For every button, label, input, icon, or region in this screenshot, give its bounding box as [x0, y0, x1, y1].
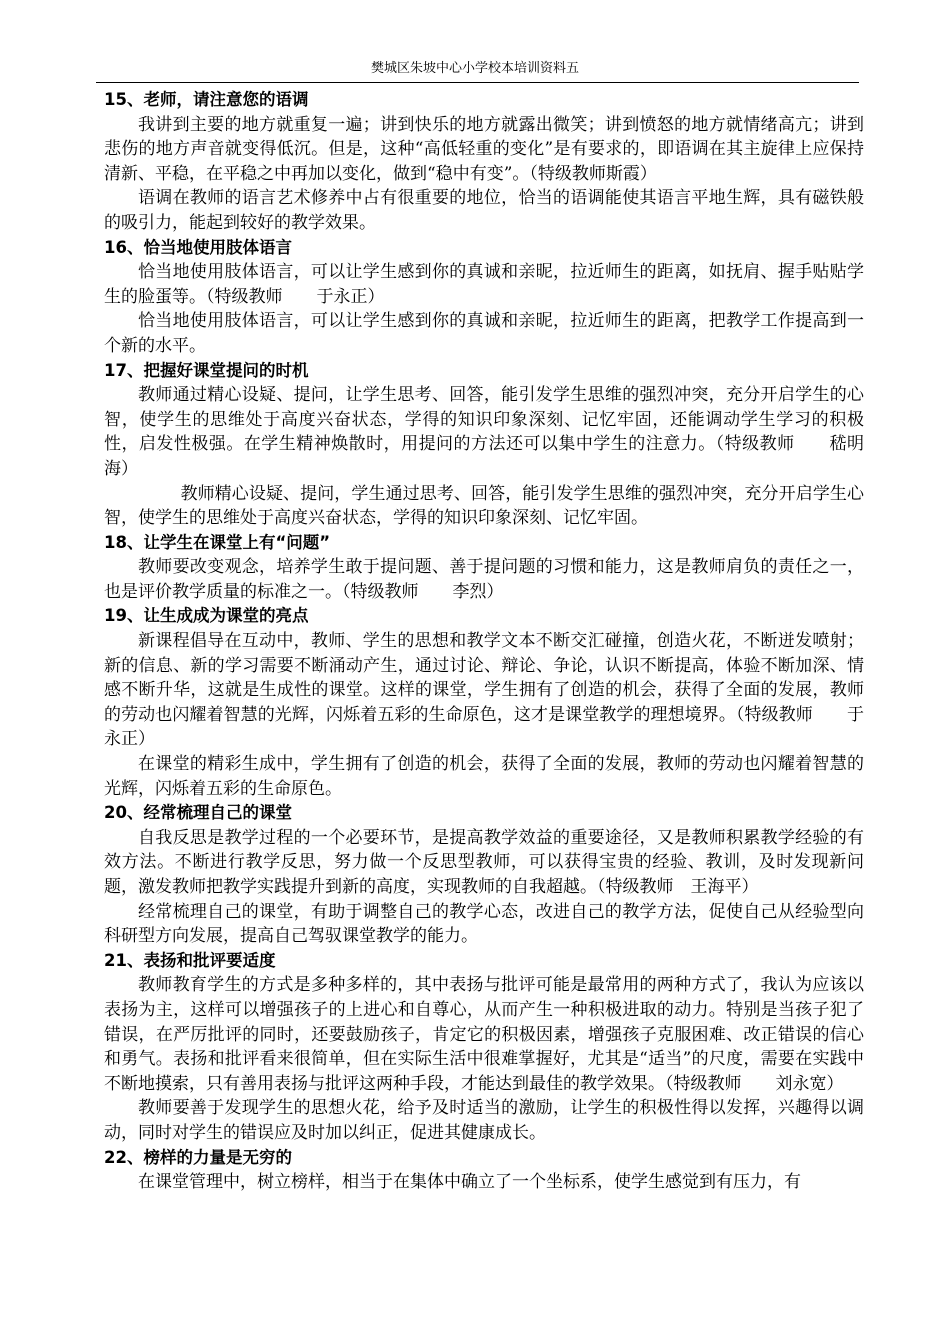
paragraph: 教师要改变观念，培养学生敢于提问题、善于提问题的习惯和能力，这是教师肩负的责任之一，也是评价教学质量的标准之一。（特级教师 李烈）	[104, 557, 864, 602]
paragraph: 教师精心设疑、提问，学生通过思考、回答，能引发学生思维的强烈冲突，充分开启学生心智，使学生的思维处于高度兴奋状态，学得的知识印象深刻、记忆牢固。	[104, 483, 864, 529]
page-header: 樊城区朱坡中心小学校本培训资料五	[370, 61, 579, 76]
paragraph: 教师教育学生的方式是多种多样的，其中表扬与批评可能是最常用的两种方式了，我认为应该以表扬为主，这样可以增强孩子的上进心和自尊心，从而产生一种积极进取的动力。特别是当孩子犯了错误，在严厉批评的同时，还要鼓励孩子，肯定它的积极因素，增强孩子克服困难、改正错误的信心和勇气。表扬和批评看来很简单，但在实际生活中很难掌握好，尤其是“适当”的尺度，需要在实践中不断地摸索，只有善用表扬与批评这两种手段，才能达到最佳的教学效果。（特级教师 刘永宽）	[104, 975, 864, 1094]
section-21	[104, 949, 864, 1146]
section-heading: 19、让生成成为课堂的亮点	[104, 606, 309, 626]
paragraph: 我讲到主要的地方就重复一遍；讲到快乐的地方就露出微笑；讲到愤怒的地方就情绪高亢；讲到悲伤的地方声音就变得低沉。但是，这种“高低轻重的变化”是有要求的，即语调在其主旋律上应保持清新、平稳，在平稳之中再加以变化，做到“稳中有变”。（特级教师斯霞）	[104, 114, 864, 184]
section-heading: 20、经常梳理自己的课堂	[104, 803, 292, 823]
paragraph: 恰当地使用肢体语言，可以让学生感到你的真诚和亲昵，拉近师生的距离，把教学工作提高到一个新的水平。	[104, 311, 864, 356]
section-heading: 15、老师，请注意您的语调	[104, 90, 309, 109]
section-16	[104, 236, 864, 359]
document-body	[104, 88, 864, 1195]
paragraph: 在课堂管理中，树立榜样，相当于在集体中确立了一个坐标系，使学生感觉到有压力，有	[138, 1172, 801, 1193]
section-17	[104, 359, 864, 531]
section-19	[104, 604, 864, 801]
section-heading: 18、让学生在课堂上有“问题”	[104, 532, 331, 552]
section-18	[104, 531, 864, 605]
section-15	[104, 88, 864, 236]
section-22	[104, 1146, 864, 1195]
paragraph: 自我反思是教学过程的一个必要环节，是提高教学效益的重要途径，又是教师积累教学经验的有效方法。不断进行教学反思，努力做一个反思型教师，可以获得宝贵的经验、教训，及时发现新问题，激发教师把教学实践提升到新的高度，实现教师的自我超越。（特级教师 王海平）	[104, 827, 864, 897]
section-heading: 16、恰当地使用肢体语言	[104, 237, 292, 257]
header-divider	[96, 82, 859, 83]
paragraph: 教师要善于发现学生的思想火花，给予及时适当的激励，让学生的积极性得以发挥，兴趣得以调动，同时对学生的错误应及时加以纠正，促进其健康成长。	[104, 1098, 864, 1143]
paragraph: 新课程倡导在互动中，教师、学生的思想和教学文本不断交汇碰撞，创造火花，不断迸发喷射；新的信息、新的学习需要不断涌动产生，通过讨论、辩论、争论，认识不断提高，体验不断加深、情感不断升华，这就是生成性的课堂。这样的课堂，学生拥有了创造的机会，获得了全面的发展，教师的劳动也闪耀着智慧的光辉，闪烁着五彩的生命原色，这才是课堂教学的理想境界。（特级教师 于永正）	[104, 631, 864, 750]
paragraph: 语调在教师的语言艺术修养中占有很重要的地位，恰当的语调能使其语言平地生辉，具有磁铁般的吸引力，能起到较好的教学效果。	[104, 188, 864, 233]
paragraph: 恰当地使用肢体语言，可以让学生感到你的真诚和亲昵，拉近师生的距离，如抚肩、握手贴贴学生的脸蛋等。（特级教师 于永正）	[104, 262, 864, 307]
section-heading: 21、表扬和批评要适度	[104, 950, 276, 970]
paragraph: 经常梳理自己的课堂，有助于调整自己的教学心态，改进自己的教学方法，促使自己从经验型向科研型方向发展，提高自己驾驭课堂教学的能力。	[104, 901, 864, 947]
section-20	[104, 801, 864, 949]
section-heading: 17、把握好课堂提问的时机	[104, 360, 309, 380]
paragraph: 教师通过精心设疑、提问，让学生思考、回答，能引发学生思维的强烈冲突，充分开启学生的心智，使学生的思维处于高度兴奋状态，学得的知识印象深刻、记忆牢固，还能调动学生学习的积极性，启发性极强。在学生精神焕散时，用提问的方法还可以集中学生的注意力。（特级教师 嵇明海）	[104, 385, 864, 479]
paragraph: 在课堂的精彩生成中，学生拥有了创造的机会，获得了全面的发展，教师的劳动也闪耀着智慧的光辉，闪烁着五彩的生命原色。	[104, 754, 864, 799]
section-heading: 22、榜样的力量是无穷的	[104, 1147, 292, 1167]
